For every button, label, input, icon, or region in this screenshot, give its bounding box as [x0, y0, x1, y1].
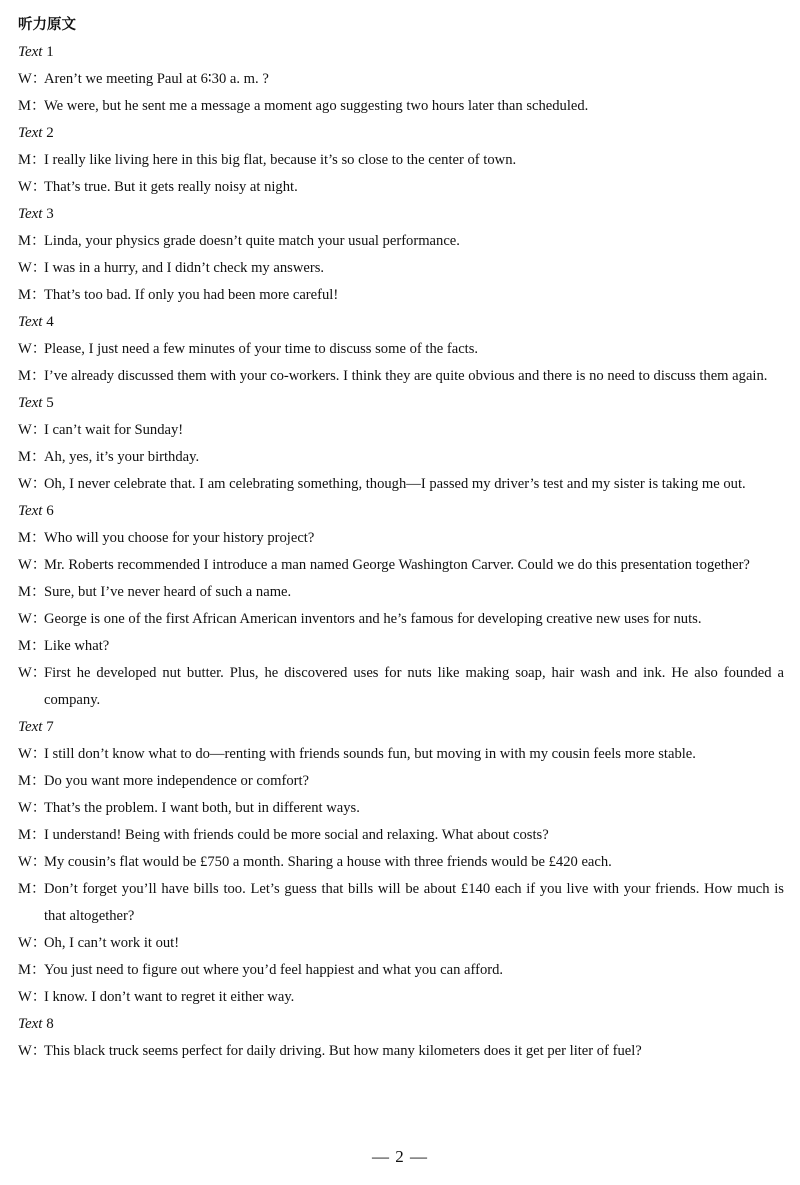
speaker-label: M： [18, 638, 46, 654]
section-label-word: Text [18, 1016, 43, 1032]
section-label-word: Text [18, 503, 43, 519]
speaker-label: M： [18, 584, 46, 600]
dialogue-line [18, 660, 784, 714]
speaker-label: W： [18, 422, 47, 438]
utterance-text: Aren’t we meeting Paul at 6∶30 a. m. ? [44, 71, 269, 87]
dialogue-line [18, 822, 784, 849]
section-label-word: Text [18, 206, 43, 222]
utterance-text: I’ve already discussed them with your co-workers. I think they are quite obvious and there is no need to discuss them again. [44, 368, 768, 384]
page-number: — 2 — [372, 1147, 428, 1166]
utterance-text: I understand! Being with friends could be more social and relaxing. What about costs? [44, 827, 549, 843]
dialogue-line [18, 957, 784, 984]
speaker-label: W： [18, 71, 47, 87]
speaker-label: W： [18, 935, 47, 951]
speaker-label: W： [18, 746, 47, 762]
dialogue-line [18, 633, 784, 660]
utterance-text: Who will you choose for your history project? [44, 530, 315, 546]
utterance-text: Please, I just need a few minutes of your time to discuss some of the facts. [44, 341, 479, 357]
dialogue-line [18, 363, 784, 390]
dialogue-line [18, 444, 784, 471]
speaker-label: M： [18, 233, 46, 249]
utterance-text: Oh, I can’t work it out! [44, 935, 180, 951]
utterance-text: You just need to figure out where you’d feel happiest and what you can afford. [44, 962, 504, 978]
section-label-word: Text [18, 44, 43, 60]
speaker-label: W： [18, 179, 47, 195]
dialogue-line [18, 579, 784, 606]
section-number: 7 [46, 719, 54, 735]
section-label-word: Text [18, 395, 43, 411]
section-label-word: Text [18, 719, 43, 735]
section-number: 5 [46, 395, 54, 411]
section-number: 6 [46, 503, 54, 519]
section-label [18, 714, 784, 741]
dialogue-line [18, 471, 784, 498]
section-number: 3 [46, 206, 54, 222]
dialogue-line [18, 876, 784, 930]
section-label [18, 1011, 784, 1038]
dialogue-line [18, 741, 784, 768]
speaker-label: M： [18, 449, 46, 465]
utterance-text: Mr. Roberts recommended I introduce a man named George Washington Carver. Could we do this presentation together? [44, 557, 750, 573]
section-label [18, 390, 784, 417]
dialogue-line [18, 984, 784, 1011]
utterance-text: I really like living here in this big flat, because it’s so close to the center of town. [44, 152, 517, 168]
utterance-text: I still don’t know what to do—renting with friends sounds fun, but moving in with my cousin feels more stable. [44, 746, 696, 762]
dialogue-line [18, 552, 784, 579]
speaker-label: W： [18, 800, 47, 816]
utterance-text: Linda, your physics grade doesn’t quite match your usual performance. [44, 233, 460, 249]
dialogue-line [18, 606, 784, 633]
speaker-label: M： [18, 827, 46, 843]
speaker-label: M： [18, 152, 46, 168]
dialogue-line [18, 174, 784, 201]
speaker-label: M： [18, 368, 46, 384]
utterance-text: Do you want more independence or comfort? [44, 773, 310, 789]
dialogue-line [18, 282, 784, 309]
speaker-label: W： [18, 665, 47, 681]
utterance-text: I can’t wait for Sunday! [44, 422, 184, 438]
dialogue-line [18, 930, 784, 957]
utterance-text: This black truck seems perfect for daily driving. But how many kilometers does it get per liter of fuel? [44, 1043, 642, 1059]
dialogue-line [18, 525, 784, 552]
document-body [18, 12, 784, 1065]
speaker-label: M： [18, 98, 46, 114]
section-label [18, 498, 784, 525]
dialogue-line [18, 93, 784, 120]
utterance-text: My cousin’s flat would be £750 a month. Sharing a house with three friends would be £420 each. [44, 854, 612, 870]
dialogue-line [18, 768, 784, 795]
utterance-text: First he developed nut butter. Plus, he discovered uses for nuts like making soap, hair wash and ink. He also founded a company. [44, 665, 784, 708]
section-number: 4 [46, 314, 54, 330]
speaker-label: M： [18, 881, 46, 897]
utterance-text: Sure, but I’ve never heard of such a name. [44, 584, 292, 600]
dialogue-line [18, 795, 784, 822]
speaker-label: M： [18, 287, 46, 303]
speaker-label: W： [18, 341, 47, 357]
transcript-sections [18, 39, 784, 1065]
utterance-text: That’s the problem. I want both, but in different ways. [44, 800, 360, 816]
speaker-label: W： [18, 989, 47, 1005]
page-heading: 听力原文 [18, 17, 76, 33]
utterance-text: Oh, I never celebrate that. I am celebrating something, though—I passed my driver’s test and my sister is taking me out. [44, 476, 746, 492]
utterance-text: I know. I don’t want to regret it either way. [44, 989, 295, 1005]
dialogue-line [18, 417, 784, 444]
speaker-label: W： [18, 611, 47, 627]
speaker-label: M： [18, 773, 46, 789]
dialogue-line [18, 147, 784, 174]
section-label [18, 309, 784, 336]
utterance-text: Like what? [44, 638, 110, 654]
section-label [18, 201, 784, 228]
section-label-word: Text [18, 125, 43, 141]
section-label [18, 39, 784, 66]
dialogue-line [18, 255, 784, 282]
section-number: 8 [46, 1016, 54, 1032]
utterance-text: That’s too bad. If only you had been more careful! [44, 287, 339, 303]
utterance-text: Don’t forget you’ll have bills too. Let’s guess that bills will be about £140 each if you live with your friends. How much is that altogether? [44, 881, 784, 924]
section-label [18, 120, 784, 147]
dialogue-line [18, 228, 784, 255]
utterance-text: Ah, yes, it’s your birthday. [44, 449, 200, 465]
dialogue-line [18, 66, 784, 93]
speaker-label: M： [18, 962, 46, 978]
speaker-label: W： [18, 854, 47, 870]
section-label-word: Text [18, 314, 43, 330]
utterance-text: I was in a hurry, and I didn’t check my answers. [44, 260, 325, 276]
dialogue-line [18, 849, 784, 876]
utterance-text: That’s true. But it gets really noisy at night. [44, 179, 298, 195]
speaker-label: M： [18, 530, 46, 546]
utterance-text: George is one of the first African American inventors and he’s famous for developing creative new uses for nuts. [44, 611, 702, 627]
section-number: 1 [46, 44, 54, 60]
dialogue-line [18, 1038, 784, 1065]
speaker-label: W： [18, 1043, 47, 1059]
speaker-label: W： [18, 476, 47, 492]
utterance-text: We were, but he sent me a message a moment ago suggesting two hours later than scheduled. [44, 98, 589, 114]
speaker-label: W： [18, 557, 47, 573]
section-number: 2 [46, 125, 54, 141]
dialogue-line [18, 336, 784, 363]
speaker-label: W： [18, 260, 47, 276]
